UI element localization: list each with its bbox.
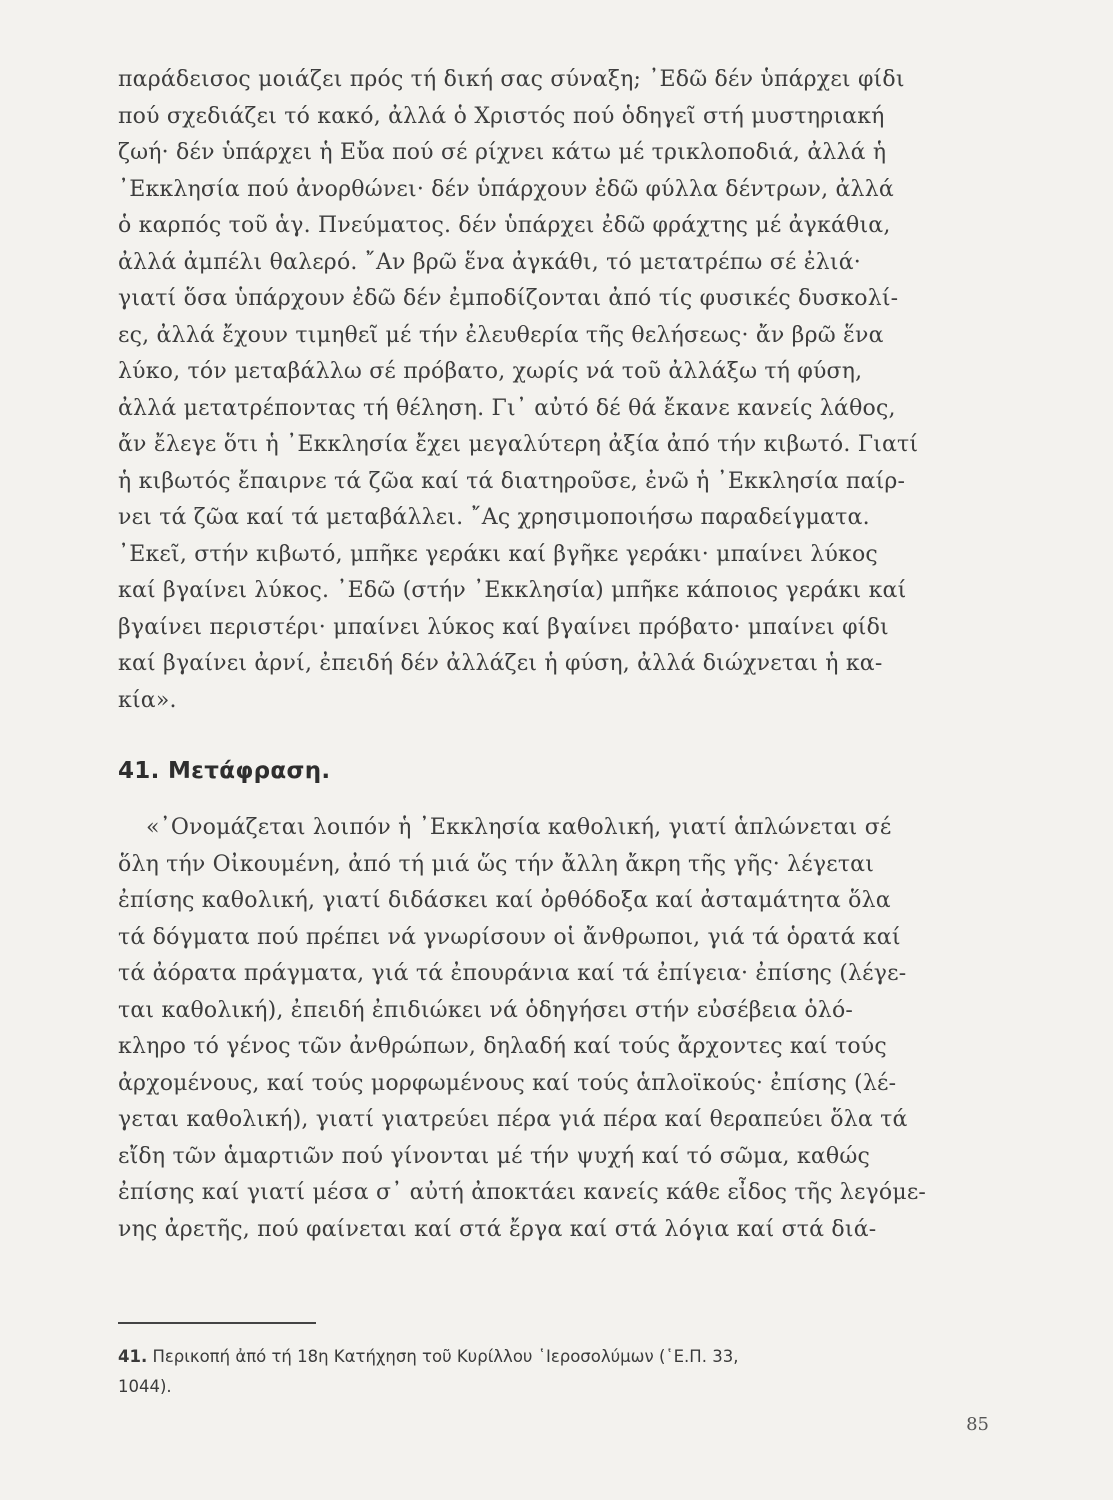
- footnote-line: [118, 1342, 988, 1372]
- footnote: [118, 1342, 988, 1402]
- text-line: νης ἀρετῆς, πού φαίνεται καί στά ἔργα καί στά λόγια καί στά διά-: [118, 1216, 877, 1242]
- text-line: ζωή· δέν ὑπάρχει ἡ Εὔα πού σέ ρίχνει κάτω μέ τρικλοποδιά, ἀλλά ἡ: [118, 140, 887, 165]
- text-line: κία».: [118, 687, 177, 713]
- body-text-top: [118, 62, 978, 719]
- text-line: ἡ κιβωτός ἔπαιρνε τά ζῶα καί τά διατηροῦσε, ἐνῶ ἡ ᾿Εκκλησία παίρ-: [118, 468, 906, 494]
- text-line: ται καθολική), ἐπειδή ἐπιδιώκει νά ὁδηγήσει στήν εὐσέβεια ὁλό-: [118, 997, 854, 1023]
- text-line: γιατί ὅσα ὑπάρχουν ἐδῶ δέν ἐμποδίζονται ἀπό τίς φυσικές δυσκολί-: [118, 286, 899, 311]
- text-line: ἄν ἔλεγε ὅτι ἡ ᾿Εκκλησία ἔχει μεγαλύτερη ἀξία ἀπό τήν κιβωτό. Γιατί: [118, 432, 919, 457]
- text-line: κληρο τό γένος τῶν ἀνθρώπων, δηλαδή καί τούς ἄρχοντες καί τούς: [118, 1034, 887, 1059]
- text-line: τά ἀόρατα πράγματα, γιά τά ἐπουράνια καί τά ἐπίγεια· ἐπίσης (λέγε-: [118, 961, 907, 986]
- page-number: 85: [966, 1414, 989, 1435]
- text-line: ες, ἀλλά ἔχουν τιμηθεῖ μέ τήν ἐλευθερία τῆς θελήσεως· ἄν βρῶ ἕνα: [118, 322, 884, 348]
- text-line: τά δόγματα πού πρέπει νά γνωρίσουν οἱ ἄνθρωποι, γιά τά ὁρατά καί: [118, 924, 901, 950]
- footnote-number: 41.: [118, 1347, 148, 1366]
- text-line: νει τά ζῶα καί τά μεταβάλλει. ῎Ας χρησιμοποιήσω παραδείγματα.: [118, 505, 870, 530]
- text-line: καί βγαίνει λύκος. ᾿Εδῶ (στήν ᾿Εκκλησία) μπῆκε κάποιος γεράκι καί: [118, 578, 907, 603]
- text-line: ᾿Εκκλησία πού ἀνορθώνει· δέν ὑπάρχουν ἐδῶ φύλλα δέντρων, ἀλλά: [118, 176, 894, 202]
- text-line: ἐπίσης καί γιατί μέσα σ᾿ αὐτή ἀποκτάει κανείς κάθε εἶδος τῆς λεγόμε-: [118, 1180, 927, 1205]
- text-line: ὅλη τήν Οἰκουμένη, ἀπό τή μιά ὥς τήν ἄλλη ἄκρη τῆς γῆς· λέγεται: [118, 851, 875, 877]
- text-line: γεται καθολική), γιατί γιατρεύει πέρα γιά πέρα καί θεραπεύει ὅλα τά: [118, 1107, 908, 1132]
- footnote-rule: [118, 1322, 316, 1324]
- section-heading: 41. Μετάφραση.: [118, 758, 331, 784]
- footnote-text: Περικοπή ἀπό τή 18η Κατήχηση τοῦ Κυρίλλου ῾Ιεροσολύμων (῾Ε.Π. 33,: [152, 1347, 739, 1366]
- text-line: ᾿Εκεῖ, στήν κιβωτό, μπῆκε γεράκι καί βγῆκε γεράκι· μπαίνει λύκος: [118, 541, 878, 567]
- text-line: «᾿Ονομάζεται λοιπόν ἡ ᾿Εκκλησία καθολική, γιατί ἁπλώνεται σέ: [146, 815, 892, 840]
- text-line: βγαίνει περιστέρι· μπαίνει λύκος καί βγαίνει πρόβατο· μπαίνει φίδι: [118, 614, 889, 640]
- text-line: ἀλλά μετατρέποντας τή θέληση. Γι᾿ αὐτό δέ θά ἔκανε κανείς λάθος,: [118, 395, 896, 421]
- text-line: πού σχεδιάζει τό κακό, ἀλλά ὁ Χριστός πού ὁδηγεῖ στή μυστηριακή: [118, 103, 885, 129]
- text-line: καί βγαίνει ἀρνί, ἐπειδή δέν ἀλλάζει ἡ φύση, ἀλλά διώχνεται ἡ κα-: [118, 651, 883, 676]
- body-text-bottom: [118, 810, 978, 1248]
- text-line: παράδεισος μοιάζει πρός τή δική σας σύναξη; ᾿Εδῶ δέν ὑπάρχει φίδι: [118, 67, 905, 92]
- text-line: ὁ καρπός τοῦ ἁγ. Πνεύματος. δέν ὑπάρχει ἐδῶ φράχτης μέ ἀγκάθια,: [118, 213, 891, 238]
- text-line: εἴδη τῶν ἁμαρτιῶν πού γίνονται μέ τήν ψυχή καί τό σῶμα, καθώς: [118, 1143, 871, 1169]
- footnote-line-2: 1044).: [118, 1377, 172, 1396]
- text-line: ἀρχομένους, καί τούς μορφωμένους καί τούς ἁπλοϊκούς· ἐπίσης (λέ-: [118, 1070, 897, 1096]
- text-line: λύκο, τόν μεταβάλλω σέ πρόβατο, χωρίς νά τοῦ ἀλλάξω τή φύση,: [118, 359, 863, 384]
- text-line: ἀλλά ἀμπέλι θαλερό. ῎Αν βρῶ ἕνα ἀγκάθι, τό μετατρέπω σέ ἐλιά·: [118, 249, 861, 275]
- text-line: ἐπίσης καθολική, γιατί διδάσκει καί ὀρθόδοξα καί ἀσταμάτητα ὅλα: [118, 888, 891, 913]
